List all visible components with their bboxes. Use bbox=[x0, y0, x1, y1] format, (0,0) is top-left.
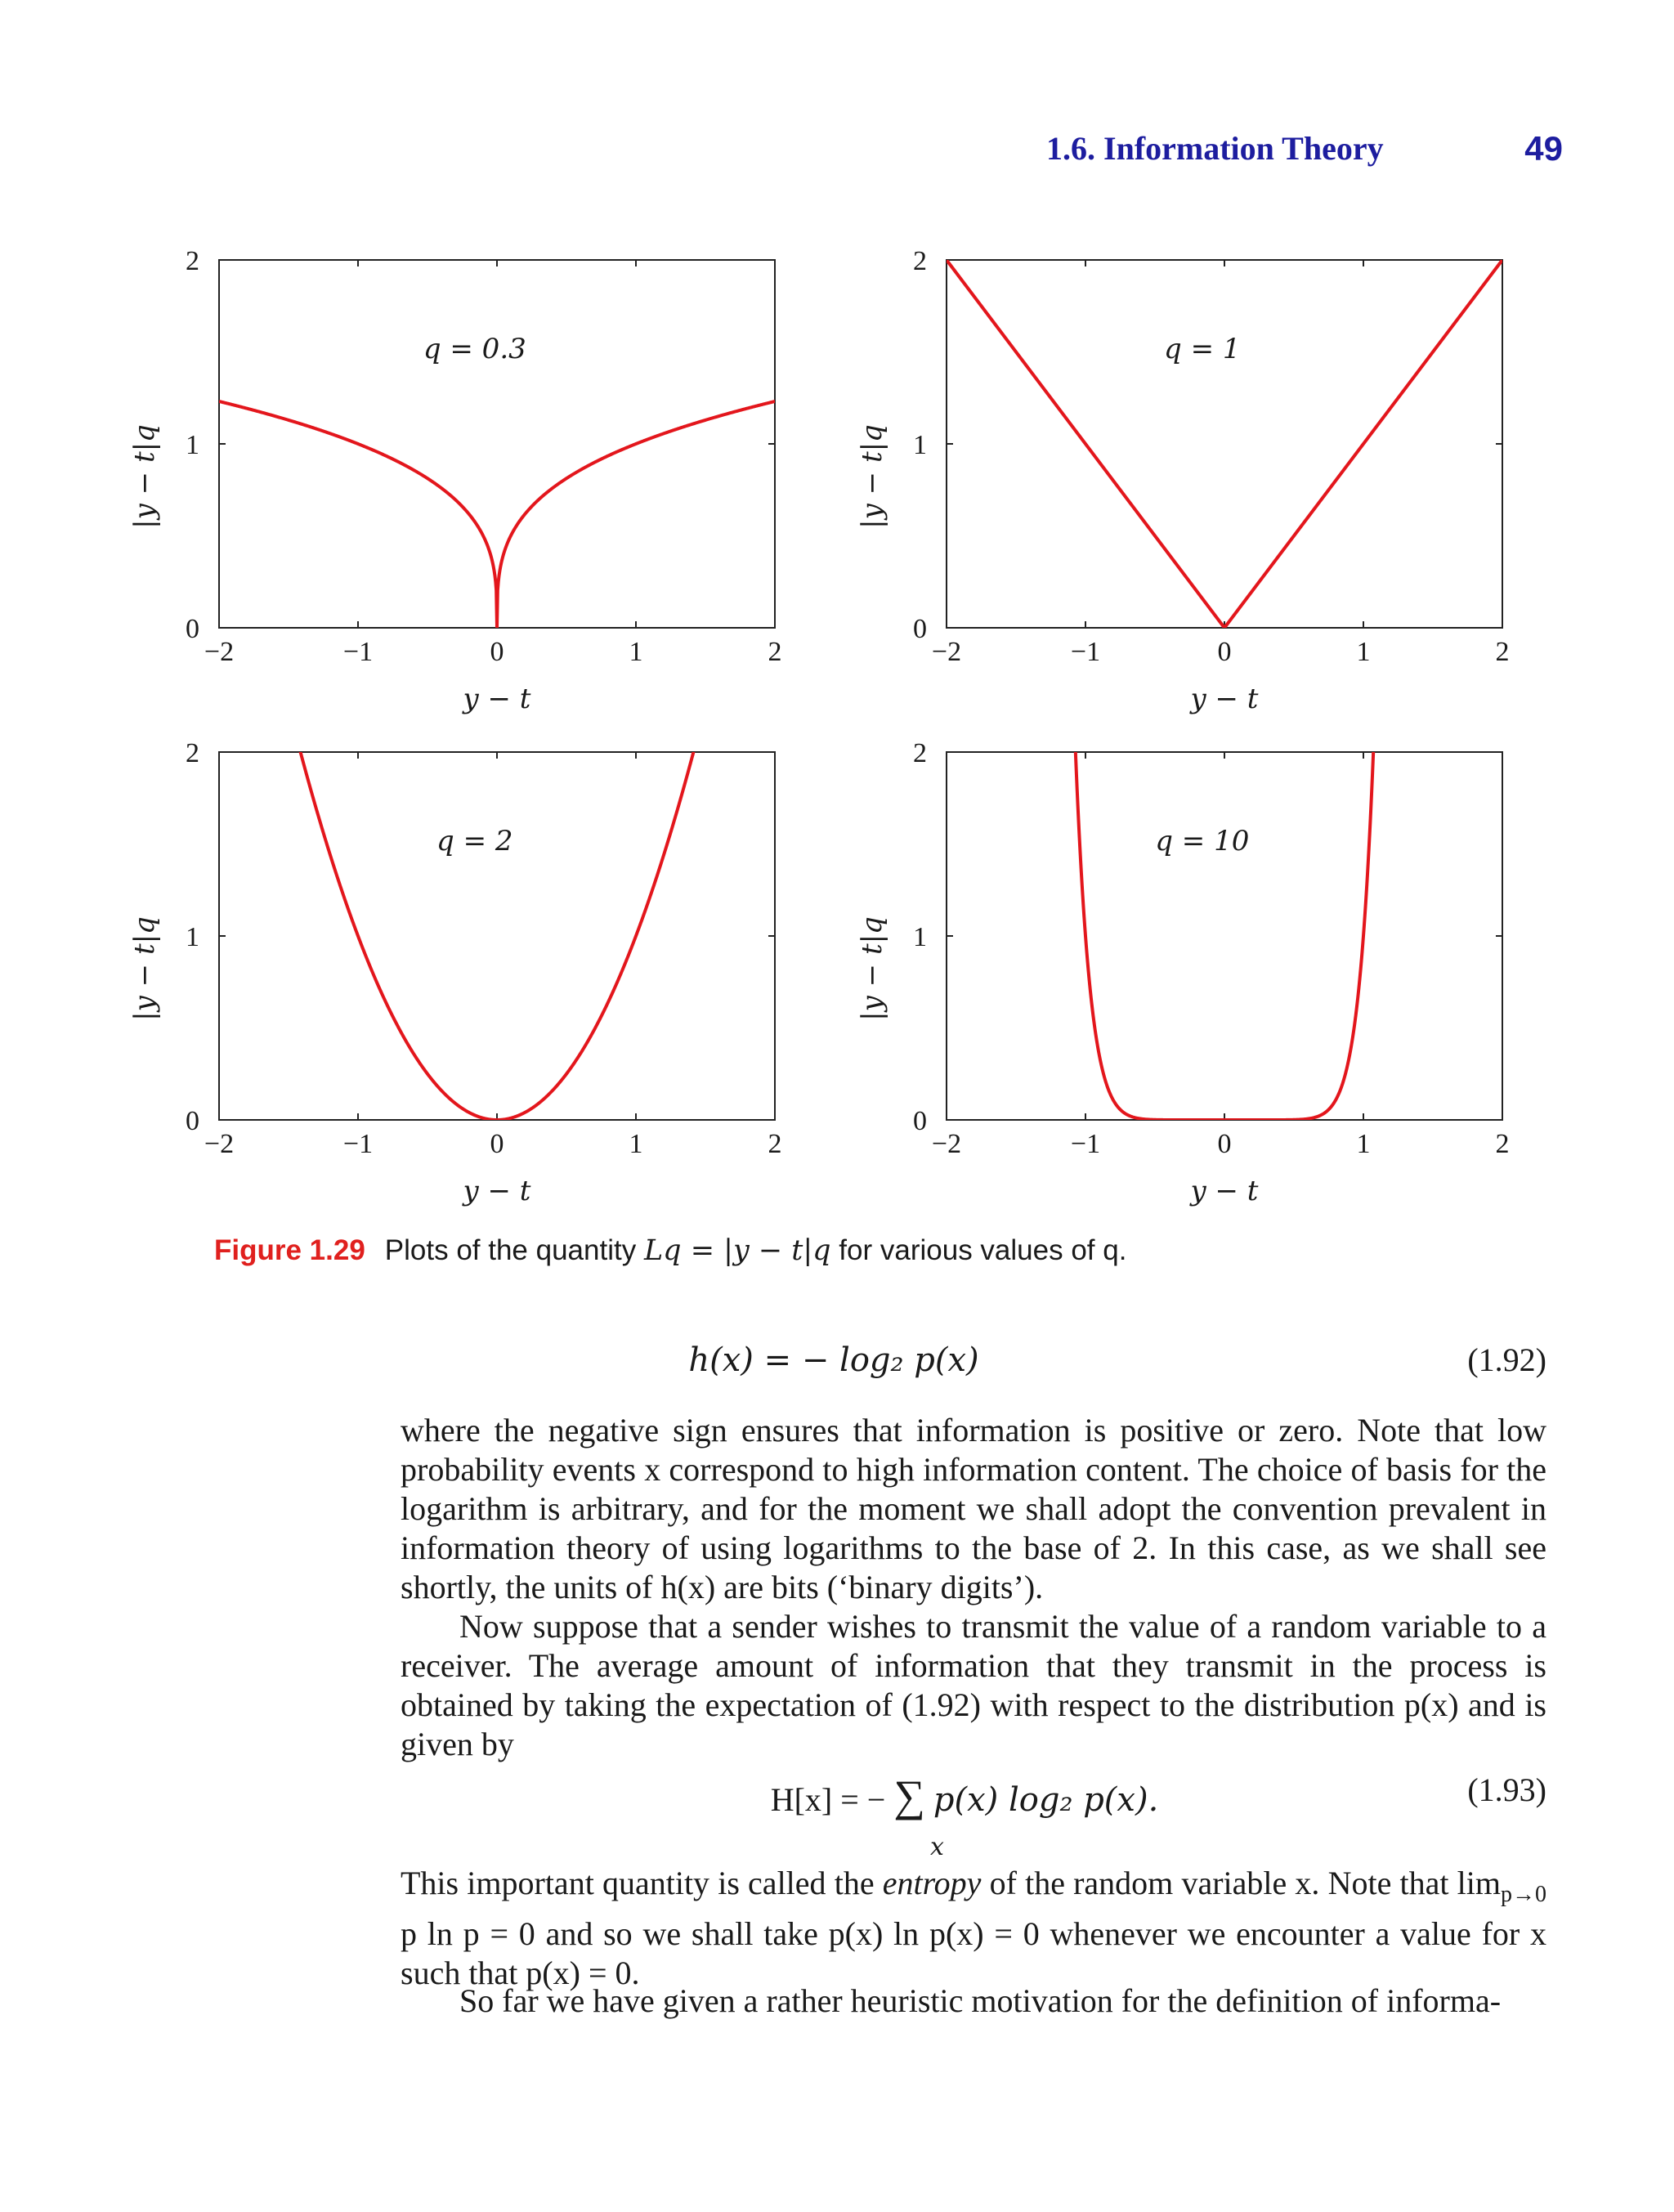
paragraph-4: So far we have given a rather heuristic motivation for the definition of informa- bbox=[459, 1982, 1502, 2019]
x-tick-label: 1 bbox=[629, 637, 643, 667]
x-tick-label: 2 bbox=[768, 1129, 782, 1159]
sum-symbol: ∑ bbox=[893, 1771, 925, 1820]
panel-label: q = 1 bbox=[1164, 333, 1241, 365]
entropy-term: entropy bbox=[882, 1865, 982, 1901]
x-tick-label: −1 bbox=[342, 1129, 374, 1159]
x-tick-label: −2 bbox=[204, 637, 235, 667]
y-tick-label: 1 bbox=[186, 430, 199, 460]
x-tick-label: 2 bbox=[1495, 1129, 1510, 1159]
y-axis-label: |y − t|q bbox=[856, 916, 888, 1021]
sum-subscript: x bbox=[930, 1833, 944, 1861]
x-tick-label: 1 bbox=[1356, 1129, 1371, 1159]
x-tick-label: −2 bbox=[204, 1129, 235, 1159]
y-tick-label: 2 bbox=[913, 246, 927, 276]
x-axis-label: y − t bbox=[463, 1175, 531, 1207]
paragraph-2: Now suppose that a sender wishes to transmit the value of a random variable to a receiver. The average amount of information that they transmit in the process is obtained by taking the expectation of (1.92) with respect to the distribution p(x) and is given by bbox=[401, 1608, 1546, 1762]
data-curve bbox=[219, 401, 775, 628]
plot-frame bbox=[219, 752, 775, 1120]
x-tick-label: −1 bbox=[342, 637, 374, 667]
x-tick-label: 2 bbox=[768, 637, 782, 667]
y-axis-label: |y − t|q bbox=[856, 424, 888, 529]
y-tick-label: 0 bbox=[913, 1106, 927, 1136]
x-tick-label: −1 bbox=[1070, 1129, 1101, 1159]
equation-1-93-number: (1.93) bbox=[1467, 1771, 1546, 1808]
panel-label: q = 2 bbox=[436, 825, 513, 857]
paragraph-3: This important quantity is called the entropy of the random variable x. Note that $\lim_{p\to 0} p$ ln p = 0 and so we shall take p(x) ln p(x) = 0 whenever we encounter a value for x such that p(x) = 0. bbox=[401, 1865, 1546, 1991]
x-tick-label: 0 bbox=[1217, 1129, 1232, 1159]
panel-label: q = 0.3 bbox=[423, 333, 526, 365]
y-tick-label: 2 bbox=[186, 246, 199, 276]
y-tick-label: 2 bbox=[913, 738, 927, 768]
x-tick-label: 2 bbox=[1495, 637, 1510, 667]
caption-text-before: Plots of the quantity bbox=[384, 1234, 644, 1266]
x-axis-label: y − t bbox=[463, 683, 531, 715]
x-tick-label: 1 bbox=[629, 1129, 643, 1159]
page-number: 49 bbox=[1524, 129, 1563, 168]
y-tick-label: 1 bbox=[186, 922, 199, 952]
x-axis-label: y − t bbox=[1190, 1175, 1259, 1207]
x-tick-label: 0 bbox=[1217, 637, 1232, 667]
paragraph-1: where the negative sign ensures that information is positive or zero. Note that low probability events x correspond to high information content. The choice of basis for the logarithm is arbitrary, and for the moment we shall adopt the convention prevalent in information theory of using logarithms to the base of 2. In this case, as we shall see shortly, the units of h(x) are bits (‘binary digits’). bbox=[401, 1412, 1546, 1605]
x-tick-label: 0 bbox=[490, 637, 504, 667]
equation-1-92-body: h(x) = − log₂ p(x) bbox=[688, 1341, 979, 1379]
data-curve bbox=[947, 260, 1502, 628]
y-tick-label: 2 bbox=[186, 738, 199, 768]
figure-number: Figure 1.29 bbox=[214, 1234, 365, 1266]
equation-1-93-body: H[x] = − ∑ p(x) log₂ p(x). bbox=[770, 1771, 1159, 1820]
y-tick-label: 0 bbox=[913, 614, 927, 644]
y-tick-label: 1 bbox=[913, 430, 927, 460]
figure-caption bbox=[214, 1234, 1126, 1267]
x-tick-label: 1 bbox=[1356, 637, 1371, 667]
y-axis-label: |y − t|q bbox=[128, 916, 161, 1021]
caption-text-after: for various values of q. bbox=[830, 1234, 1127, 1266]
equation-1-92-number: (1.92) bbox=[1467, 1341, 1546, 1378]
x-axis-label: y − t bbox=[1190, 683, 1259, 715]
panel-label: q = 10 bbox=[1155, 825, 1250, 857]
lim-subscript: p→0 bbox=[1500, 1882, 1546, 1907]
caption-math: Lq = |y − t|q bbox=[643, 1234, 831, 1267]
x-tick-label: 0 bbox=[490, 1129, 504, 1159]
x-tick-label: −1 bbox=[1070, 637, 1101, 667]
y-tick-label: 1 bbox=[913, 922, 927, 952]
y-tick-label: 0 bbox=[186, 1106, 199, 1136]
running-header-section-title: 1.6. Information Theory bbox=[1046, 130, 1384, 167]
plot-frame bbox=[219, 260, 775, 628]
y-tick-label: 0 bbox=[186, 614, 199, 644]
x-tick-label: −2 bbox=[931, 1129, 962, 1159]
plot-frame bbox=[947, 752, 1502, 1120]
y-axis-label: |y − t|q bbox=[128, 424, 161, 529]
plot-frame bbox=[947, 260, 1502, 628]
x-tick-label: −2 bbox=[931, 637, 962, 667]
